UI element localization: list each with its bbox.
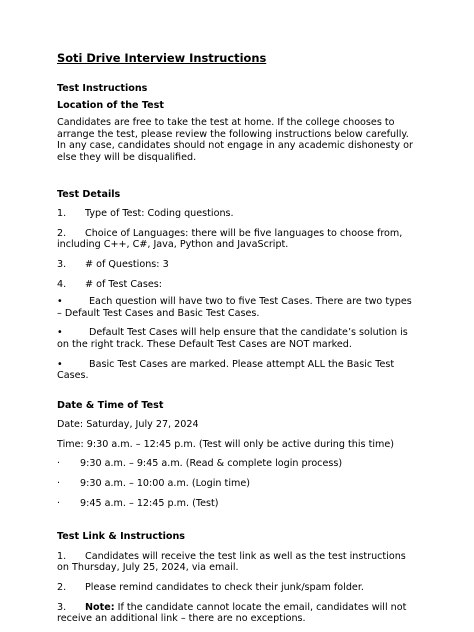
- detail-item-3: [57, 259, 419, 271]
- list-text: # of Test Cases:: [85, 278, 163, 290]
- bullet-text: Basic Test Cases are marked. Please attempt ALL the Basic Test Cases.: [57, 358, 395, 382]
- detail-item-4: [57, 279, 419, 291]
- location-text: Candidates are free to take the test at home. If the college chooses to arrange the test, please review the following instructions below carefully. In any case, candidates should not engage in any academic dishonesty or else they will be disqualified.: [57, 117, 413, 163]
- link-item-2: [57, 582, 419, 594]
- schedule-text: 9:45 a.m. – 12:45 p.m. (Test): [80, 497, 219, 509]
- list-number: 4.: [57, 278, 67, 290]
- location-heading: Location of the Test: [57, 99, 164, 111]
- bullet-icon: ·: [57, 458, 61, 470]
- list-text: Candidates will receive the test link as well as the test instructions on Thursday, July 25, 2024, via email.: [57, 550, 406, 574]
- bullet-icon: •: [57, 296, 63, 308]
- link-item-3: [57, 602, 419, 625]
- list-text: Please remind candidates to check their junk/spam folder.: [85, 582, 364, 594]
- list-number: 2.: [57, 582, 67, 594]
- bullet-icon: ·: [57, 497, 61, 509]
- test-details-heading: Test Details: [57, 188, 121, 200]
- list-text: If the candidate cannot locate the email, candidates will not receive an additional link – there are no exceptions.: [57, 601, 407, 625]
- schedule-text: 9:30 a.m. – 10:00 a.m. (Login time): [80, 478, 250, 490]
- document-body: [57, 51, 419, 625]
- bullet-icon: •: [57, 327, 63, 339]
- schedule-item-2: [57, 478, 419, 490]
- list-number: 1.: [57, 208, 67, 220]
- detail-item-2: [57, 228, 419, 251]
- document-title: Soti Drive Interview Instructions: [57, 51, 267, 65]
- test-link-heading: Test Link & Instructions: [57, 531, 186, 543]
- bullet-text: Default Test Cases will help ensure that the candidate’s solution is on the right track. These Default Test Cases are NOT marked.: [57, 327, 408, 350]
- list-number: 1.: [57, 550, 67, 562]
- schedule-item-1: [57, 458, 419, 470]
- test-case-bullet-2: [57, 327, 419, 350]
- detail-item-1: [57, 208, 419, 220]
- note-label: Note:: [85, 601, 115, 613]
- list-number: 3.: [57, 258, 67, 270]
- list-text: # of Questions: 3: [85, 258, 169, 270]
- bullet-text: Each question will have two to five Test Cases. There are two types – Default Test Cases and Basic Test Cases.: [57, 296, 412, 319]
- test-time: Time: 9:30 a.m. – 12:45 p.m. (Test will only be active during this time): [57, 438, 394, 450]
- list-text: Choice of Languages: there will be five languages to choose from, including C++, C#, Java, Python and JavaScript.: [57, 227, 403, 251]
- test-case-bullet-1: [57, 296, 419, 319]
- test-case-bullet-3: [57, 359, 419, 382]
- bullet-icon: •: [57, 358, 63, 370]
- list-text: Type of Test: Coding questions.: [85, 208, 234, 220]
- bullet-icon: ·: [57, 478, 61, 490]
- list-number: 3.: [57, 601, 67, 613]
- date-time-heading: Date & Time of Test: [57, 399, 164, 411]
- list-number: 2.: [57, 227, 67, 239]
- schedule-text: 9:30 a.m. – 9:45 a.m. (Read & complete login process): [80, 458, 343, 470]
- link-item-1: [57, 551, 419, 574]
- schedule-item-3: [57, 498, 419, 510]
- test-instructions-heading: Test Instructions: [57, 83, 148, 94]
- test-date: Date: Saturday, July 27, 2024: [57, 419, 199, 431]
